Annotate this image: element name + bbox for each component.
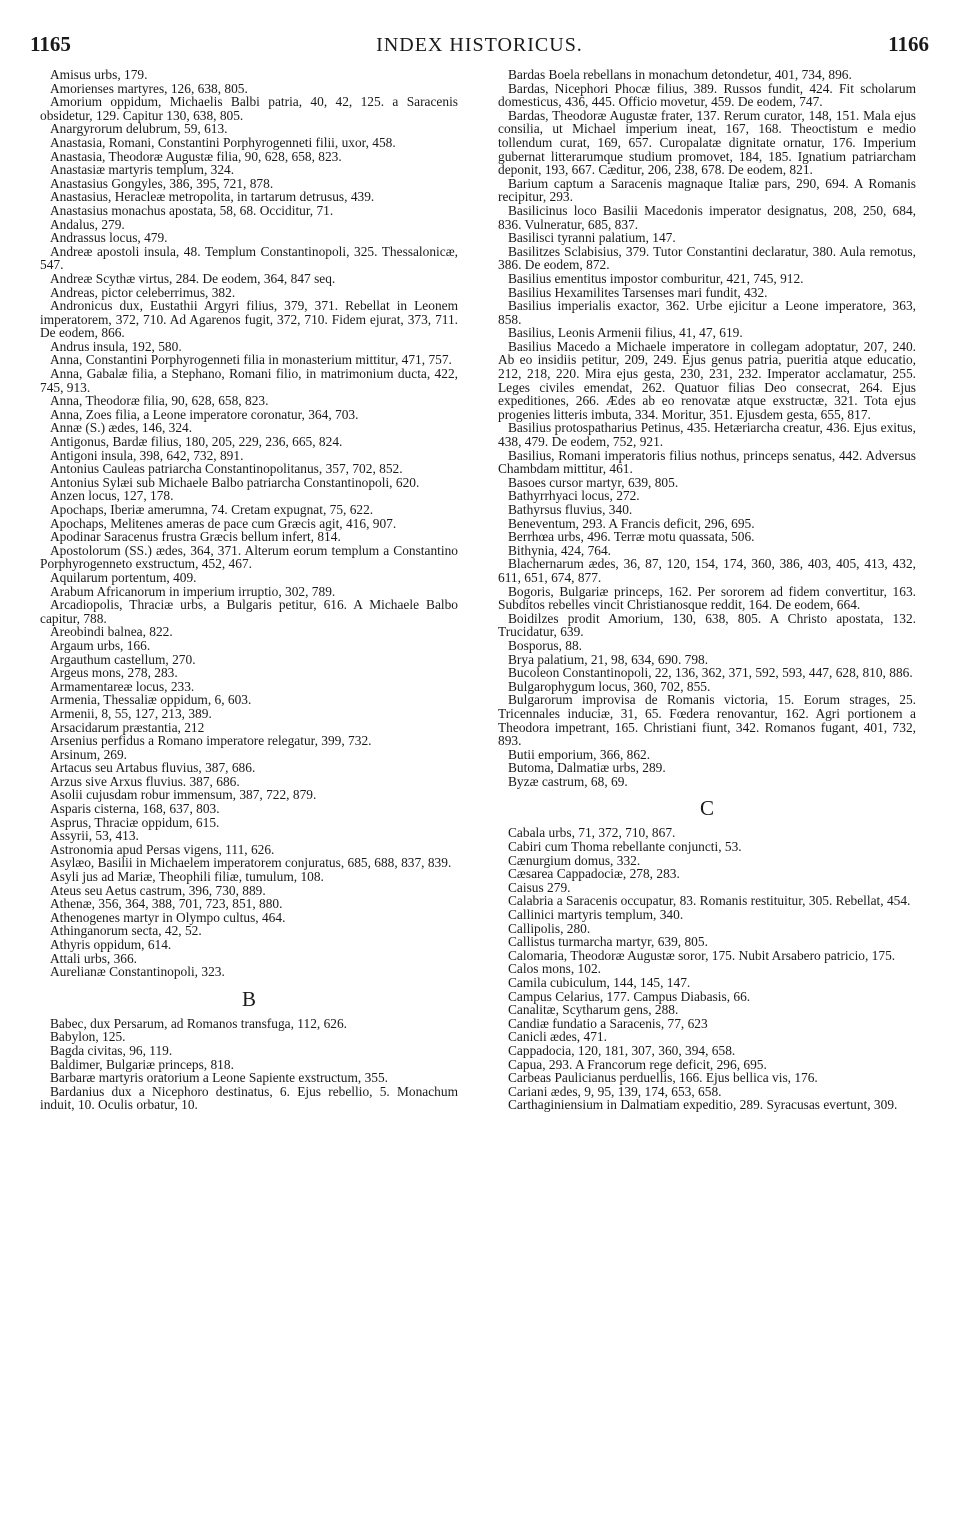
index-entry: Calabria a Saracenis occupatur, 83. Romanis restituitur, 305. Rebellat, 454.: [508, 893, 911, 909]
index-entry: Bulgarophygum locus, 360, 702, 855.: [508, 678, 711, 694]
index-entry: Apostolorum (SS.) ædes, 364, 371. Alterum eorum templum a Constantino Porphyrogenneto exstructum, 452, 467.: [40, 542, 458, 572]
index-entry: Anzen locus, 127, 178.: [50, 488, 174, 504]
index-entry: Antonius Sylæi sub Michaele Balbo patriarcha Constantinopoli, 620.: [50, 474, 420, 490]
index-entry: Anastasiæ martyris templum, 324.: [50, 162, 235, 178]
index-entry: Campus Celarius, 177. Campus Diabasis, 66.: [508, 988, 751, 1004]
index-entry: Astronomia apud Persas vigens, 111, 626.: [50, 841, 275, 857]
index-entry: Aurelianæ Constantinopoli, 323.: [50, 964, 225, 980]
index-entry: Argeus mons, 278, 283.: [50, 665, 178, 681]
index-entry: Bagda civitas, 96, 119.: [50, 1042, 173, 1058]
index-entry: Annæ (S.) ædes, 146, 324.: [50, 420, 193, 436]
index-entry: Andalus, 279.: [50, 216, 125, 232]
index-entry: Amorienses martyres, 126, 638, 805.: [50, 80, 248, 96]
index-entry: Basilius ementitus impostor comburitur, 421, 745, 912.: [508, 270, 804, 286]
index-entry: Basilicinus loco Basilii Macedonis imperator designatus, 208, 250, 684, 836. Vulneratur, 685, 837.: [498, 202, 916, 232]
index-entry: Barbaræ martyris oratorium a Leone Sapiente exstructum, 355.: [50, 1070, 389, 1086]
index-entry: Basilius, Leonis Armenii filius, 41, 47, 619.: [508, 325, 743, 341]
index-entry: Carbeas Paulicianus perduellis, 166. Ejus bellica vis, 176.: [508, 1070, 818, 1086]
index-entry: Babec, dux Persarum, ad Romanos transfuga, 112, 626.: [50, 1015, 348, 1031]
index-entry: Caisus 279.: [508, 879, 571, 895]
index-entry: Bardas, Nicephori Phocæ filius, 389. Russos fundit, 424. Fit scholarum domesticus, 436, 445. Officio movetur, 459. De eodem, 747.: [498, 80, 916, 110]
index-entry: Antigonus, Bardæ filius, 180, 205, 229, 236, 665, 824.: [50, 434, 343, 450]
index-entry: Cappadocia, 120, 181, 307, 360, 394, 658.: [508, 1042, 736, 1058]
index-entry: Asparis cisterna, 168, 637, 803.: [50, 801, 220, 817]
index-entry: Asylæo, Basilii in Michaelem imperatorem conjuratus, 685, 688, 837, 839.: [50, 855, 452, 871]
index-entry: Brya palatium, 21, 98, 634, 690. 798.: [508, 651, 709, 667]
page-number-right: 1166: [888, 32, 929, 56]
index-entry: Anastasius Gongyles, 386, 395, 721, 878.: [50, 175, 274, 191]
index-entry: Aquilarum portentum, 409.: [50, 569, 197, 585]
index-entry: Bardas, Theodoræ Augustæ frater, 137. Rerum curator, 148, 151. Mala ejus consilia, ut Michael imperium ineat, 167, 168. Theoctistum e medio tollendum curat, 169, 657. Curopalatæ dignitate ornatur, 176. Imperium gubernat litterarumque studium promovet, 184, 185. Ignatium patriarcham deponit, 193, 667. Cæditur, 206, 238, 678. De eodem, 821.: [498, 107, 916, 178]
index-entry: Bogoris, Bulgariæ princeps, 162. Per sororem ad fidem convertitur, 163. Subditos rebelles vincit Christianosque reddit, 164. De eodem, 664.: [498, 583, 916, 613]
running-title: INDEX HISTORICUS.: [376, 34, 583, 56]
index-entry: Anna, Gabalæ filia, a Stephano, Romani filio, in matrimonium ducta, 422, 745, 913.: [40, 366, 458, 395]
page-number-left: 1165: [30, 32, 71, 56]
index-entry: Bathyrrhyaci locus, 272.: [508, 488, 640, 504]
index-entry: Basilitzes Sclabisius, 379. Tutor Constantini declaratur, 380. Aula remotus, 386. De eodem, 872.: [498, 243, 916, 273]
index-entry: Amisus urbs, 179.: [50, 67, 148, 82]
index-entry: Canalitæ, Scytharum gens, 288.: [508, 1002, 679, 1018]
index-entry: Areobindi balnea, 822.: [50, 624, 173, 640]
index-entry: Argaum urbs, 166.: [50, 637, 151, 653]
index-entry: Argauthum castellum, 270.: [50, 651, 196, 667]
index-entry: Amorium oppidum, Michaelis Balbi patria, 40, 42, 125. a Saracenis obsidetur, 129. Capitur 130, 638, 805.: [40, 94, 458, 123]
index-entry: Cæsarea Cappadociæ, 278, 283.: [508, 866, 680, 882]
index-entry: Baldimer, Bulgariæ princeps, 818.: [50, 1056, 234, 1072]
index-entry: Antigoni insula, 398, 642, 732, 891.: [50, 447, 244, 463]
index-entry: Butoma, Dalmatiæ urbs, 289.: [508, 760, 666, 776]
index-entry: Carthaginiensium in Dalmatiam expeditio, 289. Syracusas evertunt, 309.: [508, 1097, 898, 1113]
index-entry: Arsacidarum præstantia, 212: [50, 719, 205, 735]
index-entry: Arzus sive Arxus fluvius. 387, 686.: [50, 773, 240, 789]
index-entry: Cariani ædes, 9, 95, 139, 174, 653, 658.: [508, 1083, 722, 1099]
section-letter-heading: C: [699, 796, 714, 821]
index-entry: Bardas Boela rebellans in monachum detondetur, 401, 734, 896.: [508, 67, 852, 82]
index-entry: Basoes cursor martyr, 639, 805.: [508, 474, 679, 490]
index-entry: Basilius, Romani imperatoris filius nothus, princeps senatus, 442. Adversus Chambdam mittitur, 461.: [498, 447, 916, 477]
section-letter-heading: B: [241, 986, 256, 1011]
index-entry: Bardanius dux a Nicephoro destinatus, 6. Ejus rebellio, 5. Monachum induit, 10. Oculis orbatur, 10.: [40, 1083, 458, 1113]
index-entry: Armenii, 8, 55, 127, 213, 389.: [50, 705, 212, 721]
index-entry: Bithynia, 424, 764.: [508, 542, 612, 558]
index-entry: Asprus, Thraciæ oppidum, 615.: [50, 814, 220, 830]
index-entry: Basilius Hexamilites Tarsenses mari fundit, 432.: [508, 284, 768, 300]
index-entry: Bosporus, 88.: [508, 637, 583, 653]
index-entry: Andrassus locus, 479.: [50, 230, 168, 246]
index-entry: Bucoleon Constantinopoli, 22, 136, 362, 371, 592, 593, 447, 628, 810, 886.: [508, 665, 913, 681]
index-entry: Andreæ Scythæ virtus, 284. De eodem, 364, 847 seq.: [50, 270, 336, 286]
index-column-left: [40, 68, 458, 1112]
index-entry: Anastasia, Romani, Constantini Porphyrogenneti filii, uxor, 458.: [50, 134, 396, 150]
index-entry: Anastasius monachus apostata, 58, 68. Occiditur, 71.: [50, 202, 334, 218]
index-entry: Assyrii, 53, 413.: [50, 828, 139, 844]
index-entry: Butii emporium, 366, 862.: [508, 746, 651, 762]
index-entry: Anna, Zoes filia, a Leone imperatore coronatur, 364, 703.: [50, 406, 359, 422]
index-entry: Callinici martyris templum, 340.: [508, 907, 684, 923]
index-entry: Beneventum, 293. A Francis deficit, 296, 695.: [508, 515, 755, 531]
index-entry: Athenæ, 356, 364, 388, 701, 723, 851, 880.: [50, 896, 283, 912]
index-entry: Arcadiopolis, Thraciæ urbs, a Bulgaris petitur, 616. A Michaele Balbo capitur, 788.: [40, 597, 458, 626]
index-entry: Andronicus dux, Eustathii Argyri filius, 379, 371. Rebellat in Leonem imperatorem, 372, 710. Ad Agarenos fugit, 372, 710. Fidem ejurat, 373, 711. De eodem, 866.: [40, 298, 458, 341]
index-entry: Athyris oppidum, 614.: [50, 937, 172, 952]
index-entry: Apodinar Saracenus frustra Græcis bellum infert, 814.: [50, 529, 341, 545]
index-entry: Asolii cujusdam robur immensum, 387, 722, 879.: [50, 787, 317, 803]
index-entry: Calos mons, 102.: [508, 961, 601, 977]
index-entry: Anastasius, Heracleæ metropolita, in tartarum detrusus, 439.: [50, 189, 375, 205]
index-entry: Callistus turmarcha martyr, 639, 805.: [508, 934, 708, 950]
index-entry: Canicli ædes, 471.: [508, 1029, 607, 1045]
index-entry: Asyli jus ad Mariæ, Theophili filiæ, tumulum, 108.: [50, 869, 324, 885]
index-entry: Basilius imperialis exactor, 362. Urbe ejicitur a Leone imperatore, 363, 858.: [498, 298, 916, 327]
index-entry: Boidilzes prodit Amorium, 130, 638, 805. A Christo apostata, 132. Trucidatur, 639.: [498, 610, 916, 640]
index-entry: Calomaria, Theodoræ Augustæ soror, 175. Nubit Arsabero patricio, 175.: [508, 947, 896, 963]
index-entry: Cabala urbs, 71, 372, 710, 867.: [508, 825, 676, 841]
index-entry: Antonius Cauleas patriarcha Constantinopolitanus, 357, 702, 852.: [50, 461, 403, 477]
index-entry: Bathyrsus fluvius, 340.: [508, 502, 633, 517]
index-entry: Artacus seu Artabus fluvius, 387, 686.: [50, 760, 256, 776]
index-entry: Athinganorum secta, 42, 52.: [50, 923, 202, 939]
index-entry: Apochaps, Melitenes ameras de pace cum Græcis agit, 416, 907.: [50, 515, 397, 531]
index-entry: Arabum Africanorum in imperium irruptio, 302, 789.: [50, 583, 336, 599]
index-entry: Arsenius perfidus a Romano imperatore relegatur, 399, 732.: [50, 733, 372, 749]
index-entry: Athenogenes martyr in Olympo cultus, 464.: [50, 909, 286, 925]
index-column-right: [498, 68, 916, 1112]
index-entry: Babylon, 125.: [50, 1029, 126, 1045]
index-entry: Bulgarorum improvisa de Romanis victoria, 15. Eorum strages, 25. Tricennales induciæ, 31, 65. Fœdera renovantur, 162. Agri portionem a Theodora impetrant, 165. Christiani fiunt, 342. Romanos fugant, 401, 732, 893.: [498, 692, 916, 749]
index-entry: Anna, Theodoræ filia, 90, 628, 658, 823.: [50, 393, 269, 409]
index-entry: Berrhœa urbs, 496. Terræ motu quassata, 506.: [508, 529, 755, 545]
index-entry: Cabiri cum Thoma rebellante conjuncti, 53.: [508, 839, 742, 855]
index-entry: Capua, 293. A Francorum rege deficit, 296, 695.: [508, 1056, 767, 1072]
index-entry: Apochaps, Iberiæ amerumna, 74. Cretam expugnat, 75, 622.: [50, 502, 374, 517]
index-entry: Cænurgium domus, 332.: [508, 852, 641, 868]
index-entry: Andreæ apostoli insula, 48. Templum Constantinopoli, 325. Thessalonicæ, 547.: [40, 243, 458, 273]
index-entry: Basilius protospatharius Petinus, 435. Hetæriarcha creatur, 436. Ejus exitus, 438, 479. De eodem, 752, 921.: [498, 420, 916, 450]
index-entry: Barium captum a Saracenis magnaque Italiæ pars, 290, 694. A Romanis recipitur, 293.: [498, 175, 916, 205]
index-entry: Basilisci tyranni palatium, 147.: [508, 230, 676, 246]
index-entry: Blachernarum ædes, 36, 87, 120, 154, 174, 360, 386, 403, 405, 413, 432, 611, 651, 674, 877.: [498, 556, 916, 585]
index-entry: Arsinum, 269.: [50, 746, 127, 762]
index-entry: Anastasia, Theodoræ Augustæ filia, 90, 628, 658, 823.: [50, 148, 342, 164]
page-header: [30, 32, 929, 62]
index-entry: Armamentareæ locus, 233.: [50, 678, 195, 694]
index-entry: Andreas, pictor celeberrimus, 382.: [50, 284, 236, 300]
index-entry: Armenia, Thessaliæ oppidum, 6, 603.: [50, 692, 252, 708]
index-entry: Anargyrorum delubrum, 59, 613.: [50, 121, 228, 137]
index-entry: Anna, Constantini Porphyrogenneti filia in monasterium mittitur, 471, 757.: [50, 352, 452, 368]
index-entry: Camila cubiculum, 144, 145, 147.: [508, 975, 691, 990]
index-entry: Callipolis, 280.: [508, 920, 591, 936]
index-entry: Attali urbs, 366.: [50, 950, 138, 966]
index-entry: Andrus insula, 192, 580.: [50, 338, 182, 354]
index-entry: Ateus seu Aetus castrum, 396, 730, 889.: [50, 882, 266, 898]
index-entry: Candiæ fundatio a Saracenis, 77, 623: [508, 1015, 708, 1031]
index-entry: Basilius Macedo a Michaele imperatore in collegam adoptatur, 207, 240. Ab eo insidiis petitur, 209, 249. Ejus genus patria, pueritia atque educatio, 212, 218, 220. Mira ejus gesta, 230, 231, 232. Imperator acclamatur, 255. Leges civiles emendat, 262. Quatuor filias Deo consecrat, 264. Ejus expeditiones, 266. Ædes ab eo renovatæ atque exstructæ, 321. Tota ejus progenies litteris imbuta, 334. Moritur, 351. Ejusdem gesta, 655, 817.: [498, 338, 916, 422]
index-entry: Byzæ castrum, 68, 69.: [508, 773, 628, 789]
